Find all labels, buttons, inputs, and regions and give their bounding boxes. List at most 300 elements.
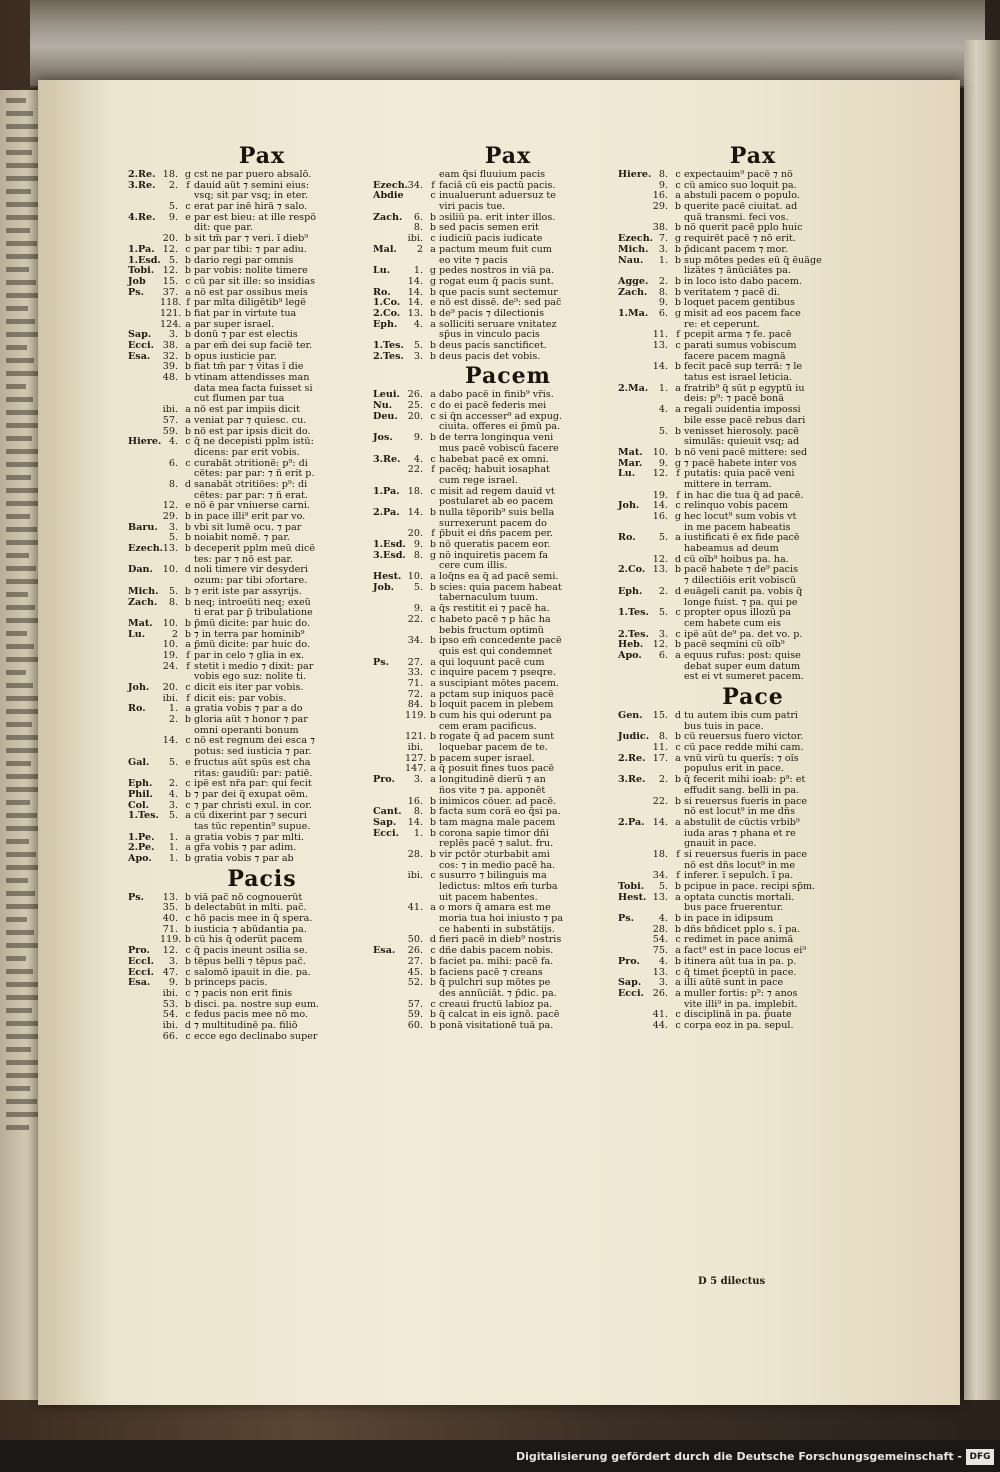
facing-page-text-line bbox=[6, 280, 36, 285]
index-column-1 bbox=[128, 142, 396, 1042]
index-entry bbox=[618, 797, 888, 808]
entry-text: euãgeli canit pa. vobis q̃ bbox=[684, 586, 803, 597]
entry-letter: b bbox=[184, 788, 192, 800]
entry-text: uit pacem habentes. bbox=[439, 892, 538, 903]
facing-page-text-line bbox=[6, 605, 35, 610]
entry-letter: b bbox=[184, 934, 192, 946]
entry-text: gratia vobis ⁊ par ab bbox=[194, 854, 294, 864]
entry-letter: c bbox=[430, 998, 436, 1010]
facing-page-text-line bbox=[6, 761, 31, 766]
entry-chapter: 34. bbox=[652, 870, 668, 882]
entry-letter: a bbox=[675, 649, 681, 661]
entry-book: Esa. bbox=[128, 977, 151, 989]
entry-chapter: 2. bbox=[658, 275, 668, 287]
entry-book: Hest. bbox=[618, 891, 647, 903]
entry-letter: c bbox=[675, 1009, 681, 1021]
entry-chapter: 75. bbox=[652, 945, 668, 957]
entry-text: postularet ab eo pacem bbox=[439, 497, 554, 508]
index-entry bbox=[128, 213, 396, 224]
entry-text: suscipiant mõtes pacem. bbox=[439, 678, 559, 689]
entry-letter: f bbox=[186, 297, 190, 309]
index-entry bbox=[128, 384, 396, 395]
entry-letter: c bbox=[185, 778, 191, 790]
entry-chapter: 7. bbox=[658, 233, 668, 245]
index-entry bbox=[373, 181, 643, 192]
entry-chapter: 10. bbox=[407, 571, 423, 583]
entry-chapter: 1. bbox=[168, 831, 178, 843]
entry-chapter: 13. bbox=[162, 543, 178, 555]
entry-letter: b bbox=[429, 699, 437, 711]
entry-text: nõ est par ipsis dicit do. bbox=[194, 426, 311, 437]
entry-chapter: 9. bbox=[168, 977, 178, 989]
entry-letter: c bbox=[675, 966, 681, 978]
entry-text: ɔsiliũ pa. erit inter illos. bbox=[439, 212, 556, 223]
entry-letter: b bbox=[674, 297, 682, 309]
entry-chapter: 18. bbox=[652, 848, 668, 860]
entry-letter: c bbox=[430, 400, 436, 412]
entry-chapter: 18. bbox=[407, 485, 423, 497]
entry-chapter: 3. bbox=[168, 521, 178, 533]
entry-chapter: 5. bbox=[658, 532, 668, 544]
entry-chapter: 16. bbox=[407, 795, 423, 807]
entry-text: pactum meum fuit cum bbox=[439, 244, 552, 255]
entry-book: Ecci. bbox=[618, 987, 644, 999]
facing-page-text-line bbox=[6, 553, 29, 558]
entry-chapter: 50. bbox=[407, 934, 423, 946]
entry-text: cum rege israel. bbox=[439, 475, 518, 486]
index-entry bbox=[128, 598, 396, 609]
entry-text: salomõ ipauit in die. pa. bbox=[194, 967, 311, 978]
entry-text: qui loquunt pacẽ cum bbox=[439, 657, 545, 668]
entry-chapter: 8. bbox=[658, 286, 668, 298]
entry-letter: a bbox=[185, 842, 191, 854]
entry-text: quis est qui condemnet bbox=[439, 646, 553, 657]
facing-page-text-line bbox=[6, 696, 40, 701]
index-entry bbox=[618, 469, 888, 480]
entry-chapter: 28. bbox=[407, 848, 423, 860]
entry-letter: f bbox=[186, 692, 190, 704]
entry-chapter: 26. bbox=[652, 987, 668, 999]
entry-text: noli timere vir desyderi bbox=[194, 565, 308, 576]
index-entry bbox=[128, 448, 396, 459]
entry-text: vite illi⁹ in pa. implebit. bbox=[684, 999, 798, 1010]
entry-text: loquebar pacem de te. bbox=[439, 743, 548, 754]
entry-chapter: 2. bbox=[168, 714, 178, 726]
entry-chapter: ibi. bbox=[162, 1019, 178, 1031]
entry-chapter: 3. bbox=[168, 329, 178, 341]
entry-text: putatis: quia pacẽ veni bbox=[684, 469, 795, 480]
index-entry bbox=[373, 647, 643, 658]
entry-letter: b bbox=[184, 955, 192, 967]
entry-text: lizãtes ⁊ ãnũciãtes pa. bbox=[684, 266, 791, 277]
index-entry bbox=[373, 850, 643, 861]
entry-letter: b bbox=[674, 923, 682, 935]
entry-text: habebat pacẽ ex omni. bbox=[439, 454, 549, 465]
entry-text: inferer. ĩ sepulch. ĩ pa. bbox=[684, 871, 794, 882]
facing-page-text-line bbox=[6, 124, 40, 129]
entry-letter: g bbox=[674, 233, 682, 245]
entry-text: dicit eis iter par vobis. bbox=[194, 683, 304, 693]
entry-letter: c bbox=[430, 190, 436, 202]
entry-letter: f bbox=[676, 848, 680, 860]
entry-chapter: 13. bbox=[652, 891, 668, 903]
entry-text: cũ amico suo loquit pa. bbox=[684, 180, 797, 191]
index-entry bbox=[128, 989, 396, 1000]
entry-book: 1.Co. bbox=[373, 297, 401, 309]
entry-chapter: 4. bbox=[658, 404, 668, 416]
entry-chapter: 3. bbox=[168, 955, 178, 967]
entry-book: 2.Tes. bbox=[373, 350, 404, 362]
entry-book: Esa. bbox=[373, 945, 396, 957]
entry-chapter: 124. bbox=[160, 318, 182, 330]
entry-text: nõ inquiretis pacem fa bbox=[439, 550, 549, 561]
entry-text: q̃ timet p̃ceptũ in pace. bbox=[684, 967, 797, 978]
entry-text: longe fuist. ⁊ pa. qui pe bbox=[684, 597, 798, 608]
entry-letter: a bbox=[430, 571, 436, 583]
entry-chapter: 11. bbox=[652, 742, 668, 754]
entry-chapter: 2 bbox=[171, 628, 178, 640]
entry-text: illi aũtẽ sunt in pace bbox=[684, 978, 784, 989]
index-entry bbox=[618, 1021, 888, 1032]
entry-text: tu autem ibis cum patri bbox=[684, 711, 798, 721]
entry-text: cem eram pacificus. bbox=[439, 721, 537, 732]
entry-chapter: 20. bbox=[162, 233, 178, 245]
index-entry bbox=[373, 234, 643, 245]
entry-text: dicit eis: par vobis. bbox=[194, 693, 287, 704]
entry-chapter: 8. bbox=[413, 806, 423, 818]
entry-chapter: 14. bbox=[162, 735, 178, 747]
entry-letter: d bbox=[184, 478, 192, 490]
entry-chapter: 10. bbox=[652, 446, 668, 458]
entry-letter: d bbox=[674, 585, 682, 597]
entry-letter: b bbox=[184, 998, 192, 1010]
facing-page-text-line bbox=[6, 800, 30, 805]
signature-mark: D 5 dilectus bbox=[698, 1276, 766, 1287]
entry-chapter: 9. bbox=[658, 457, 668, 469]
entry-book: Cant. bbox=[373, 806, 402, 818]
index-entry bbox=[373, 583, 643, 594]
entry-chapter: 41. bbox=[652, 1009, 668, 1021]
entry-chapter: 9. bbox=[413, 539, 423, 550]
entry-chapter: 9. bbox=[658, 179, 668, 191]
entry-letter: b bbox=[184, 543, 192, 555]
entry-text: ⁊ par christi exul. in cor. bbox=[194, 800, 312, 811]
column-subheading: Pacis bbox=[227, 865, 297, 892]
entry-letter: a bbox=[430, 243, 436, 255]
entry-book: 1.Tes. bbox=[618, 607, 649, 619]
entry-text: surrexerunt pacem do bbox=[439, 518, 547, 529]
entry-letter: b bbox=[429, 222, 437, 234]
entry-text: solliciti seruare vnitatez bbox=[439, 319, 557, 330]
entry-book: Eph. bbox=[618, 585, 643, 597]
entry-text: de⁹ pacis ⁊ dilectionis bbox=[439, 308, 545, 319]
entry-text: curabãt ɔtritionẽ: p⁹: di bbox=[194, 458, 308, 469]
entry-book: Zach. bbox=[128, 596, 158, 608]
entry-text: fecit pacẽ sup terrã: ⁊ le bbox=[684, 362, 803, 373]
entry-text: q̃ pulchri sup mõtes pe bbox=[439, 978, 551, 989]
entry-letter: b bbox=[674, 286, 682, 298]
entry-chapter: 11. bbox=[652, 329, 668, 341]
facing-page-text-line bbox=[6, 1086, 30, 1091]
entry-text: tes: par ⁊ nõ est par. bbox=[194, 554, 294, 565]
entry-text: nõ est dñs locut⁹ in me bbox=[684, 860, 796, 871]
index-entry bbox=[618, 829, 888, 840]
entry-book: 2.Pa. bbox=[618, 816, 645, 828]
facing-page-text-line bbox=[6, 475, 31, 480]
entry-book: Ecci. bbox=[373, 827, 399, 839]
entry-chapter: 3. bbox=[413, 774, 423, 786]
entry-text: fiat tm̃ par ⁊ ṽitas ĩ die bbox=[194, 362, 304, 373]
index-entry bbox=[128, 619, 396, 630]
entry-chapter: 2. bbox=[658, 585, 668, 597]
entry-text: ños vite ⁊ pa. apponẽt bbox=[439, 785, 546, 796]
entry-text: ipẽ aũt de⁹ pa. det vo. p. bbox=[684, 629, 803, 640]
index-entry bbox=[618, 989, 888, 1000]
entry-letter: b bbox=[429, 966, 437, 978]
facing-page-text-line bbox=[6, 917, 27, 922]
entry-letter: b bbox=[429, 816, 437, 828]
entry-text: in loco isto dabo pacem. bbox=[684, 276, 802, 287]
entry-letter: c bbox=[185, 243, 191, 255]
entry-text: longitudinẽ dierũ ⁊ an bbox=[439, 775, 546, 786]
entry-text: nõ est dissẽ. de⁹: sed pac̃ bbox=[439, 298, 562, 309]
entry-letter: c bbox=[185, 682, 191, 693]
entry-text: pacẽ habete ⁊ de⁹ pacis bbox=[684, 565, 799, 576]
index-entry bbox=[128, 277, 396, 288]
entry-letter: g bbox=[429, 275, 437, 287]
entry-text: regali ɔuidentia impossi bbox=[684, 405, 801, 416]
entry-chapter: 12. bbox=[162, 265, 178, 277]
entry-text: nõ queratis pacem eor. bbox=[439, 540, 551, 550]
entry-text: faciã cũ eis pactũ pacis. bbox=[439, 180, 556, 191]
index-entry bbox=[373, 818, 643, 829]
entry-text: pctam sup iniquos pacẽ bbox=[439, 689, 554, 700]
entry-book: 2.Ma. bbox=[618, 382, 649, 394]
entry-text: bebis fructum optimũ bbox=[439, 625, 544, 636]
entry-book: Ezech. bbox=[373, 179, 409, 191]
entry-chapter: 3. bbox=[168, 799, 178, 811]
entry-text: facta sum corã eo q̃si pa. bbox=[439, 807, 561, 818]
entry-chapter: 60. bbox=[407, 1019, 423, 1031]
entry-letter: g bbox=[429, 549, 437, 561]
entry-letter: b bbox=[184, 361, 192, 373]
entry-text: nõ est par ossibus meis bbox=[194, 287, 308, 298]
entry-text: tẽpus belli ⁊ tẽpus pac̃. bbox=[194, 956, 306, 967]
entry-letter: a bbox=[675, 190, 681, 202]
entry-text: noiabit nomẽ. ⁊ par. bbox=[194, 533, 290, 544]
column-subheading: Pace bbox=[722, 684, 784, 710]
entry-letter: a bbox=[675, 977, 681, 989]
entry-text: nõ querit pacẽ pplo huic bbox=[684, 223, 803, 234]
entry-letter: b bbox=[674, 564, 682, 576]
entry-letter: a bbox=[675, 382, 681, 394]
facing-page-text-line bbox=[6, 1099, 37, 1104]
entry-text: simulãs: quieuit vsq; ad bbox=[684, 437, 800, 448]
footer-bar bbox=[0, 1444, 1000, 1472]
entry-letter: a bbox=[185, 404, 191, 416]
entry-letter: b bbox=[429, 806, 437, 818]
entry-chapter: 72. bbox=[407, 688, 423, 700]
entry-book: Leui. bbox=[373, 389, 400, 401]
index-entry bbox=[128, 811, 396, 822]
entry-chapter: 147. bbox=[405, 763, 427, 775]
entry-text: q̃ fecerit mihi ioab: p⁹: et bbox=[684, 775, 806, 786]
entry-chapter: 35. bbox=[162, 902, 178, 914]
index-entry bbox=[373, 433, 643, 444]
entry-book: 3.Esd. bbox=[373, 549, 406, 561]
facing-page-text-line bbox=[6, 527, 37, 532]
index-entry bbox=[128, 459, 396, 470]
entry-chapter: 14. bbox=[652, 361, 668, 373]
entry-chapter: 22. bbox=[407, 613, 423, 625]
entry-text: loquet pacem gentibus bbox=[684, 298, 795, 309]
entry-text: pacẽ seqmini cũ oĩb⁹ bbox=[684, 640, 785, 651]
entry-text: fratrib⁹ q̃ sũt p egyptũ iu bbox=[684, 383, 805, 394]
entry-book: 1.Pe. bbox=[128, 831, 155, 843]
entry-text: nõ est par impiis dicit bbox=[194, 405, 300, 416]
entry-text: ⁊ pacis non erit finis bbox=[194, 988, 293, 999]
entry-text: pacẽq; habuit iosaphat bbox=[439, 465, 550, 476]
entry-text: de terra longinqua veni bbox=[439, 433, 554, 444]
facing-page-text-line bbox=[6, 644, 34, 649]
entry-text: requirẽt pacẽ ⁊ nõ erit. bbox=[684, 234, 796, 245]
facing-page-text-line bbox=[6, 813, 37, 818]
entry-letter: b bbox=[184, 265, 192, 277]
facing-page-text-line bbox=[6, 1060, 38, 1065]
entry-chapter: 13. bbox=[652, 340, 668, 351]
entry-chapter: 1. bbox=[168, 842, 178, 854]
index-entry bbox=[128, 790, 396, 801]
entry-book: Mat. bbox=[128, 617, 153, 629]
entry-chapter: 8. bbox=[658, 169, 668, 180]
entry-text: ipẽ est nr̃a par: qui fecit bbox=[194, 779, 312, 790]
entry-text: opus iusticie par. bbox=[194, 351, 277, 362]
entry-text: dit: que par. bbox=[194, 223, 253, 234]
entry-book: Joh. bbox=[618, 500, 640, 512]
facing-page-text-line bbox=[6, 98, 26, 103]
entry-text: iuda aras ⁊ phana et re bbox=[684, 828, 796, 839]
entry-text: debat super eum datum bbox=[684, 661, 801, 672]
entry-book: Eph. bbox=[128, 778, 153, 790]
entry-book: Mat. bbox=[618, 446, 643, 458]
entry-text: sp̃us in vinculo pacis bbox=[439, 330, 540, 341]
entry-letter: f bbox=[676, 329, 680, 341]
facing-page-text-line bbox=[6, 345, 27, 350]
entry-chapter: 10. bbox=[162, 639, 178, 651]
entry-letter: f bbox=[676, 489, 680, 501]
facing-page-text-line bbox=[6, 566, 36, 571]
facing-page-text-line bbox=[6, 436, 32, 441]
entry-book: 1.Ma. bbox=[618, 307, 649, 319]
entry-book: Joh. bbox=[128, 682, 150, 693]
entry-text: p̃mũ dicite: par huic do. bbox=[194, 618, 311, 629]
entry-chapter: 28. bbox=[652, 923, 668, 935]
entry-text: iudiciũ pacis iudicate bbox=[439, 234, 543, 245]
entry-chapter: ibi. bbox=[407, 870, 423, 882]
entry-chapter: 47. bbox=[162, 966, 178, 978]
entry-chapter: 19. bbox=[162, 649, 178, 661]
facing-page-text-line bbox=[6, 384, 26, 389]
entry-letter: c bbox=[185, 987, 191, 999]
entry-chapter: 4. bbox=[413, 453, 423, 465]
entry-text: in pace in idipsum bbox=[684, 914, 774, 925]
entry-text: deceperit ppl̃m meũ dicẽ bbox=[194, 544, 316, 555]
entry-letter: a bbox=[185, 810, 191, 822]
entry-text: misit ad eos pacem face bbox=[684, 308, 801, 319]
entry-book: 2.Re. bbox=[618, 752, 646, 764]
entry-letter: c bbox=[185, 945, 191, 957]
entry-chapter: 84. bbox=[407, 699, 423, 711]
entry-book: Ps. bbox=[128, 286, 144, 298]
entry-chapter: 15. bbox=[162, 275, 178, 287]
entry-text: sed pacis semen erit bbox=[439, 223, 539, 234]
entry-text: loquit pacem in plebem bbox=[439, 700, 554, 711]
entry-letter: a bbox=[430, 902, 436, 914]
entry-chapter: 57. bbox=[162, 414, 178, 426]
entry-book: Mich. bbox=[618, 243, 649, 255]
facing-page-text-line bbox=[6, 982, 40, 987]
index-entry bbox=[128, 544, 396, 555]
entry-text: quã transmi. feci vos. bbox=[684, 212, 789, 223]
entry-text: cut flumen par tua bbox=[194, 394, 285, 405]
entry-letter: b bbox=[429, 432, 437, 444]
facing-page-text-line bbox=[6, 306, 28, 311]
entry-chapter: 27. bbox=[407, 955, 423, 967]
entry-book: Ro. bbox=[373, 286, 391, 298]
entry-letter: c bbox=[675, 340, 681, 351]
entry-letter: a bbox=[430, 656, 436, 668]
entry-letter: e bbox=[430, 297, 436, 309]
index-entry bbox=[618, 818, 888, 829]
entry-letter: c bbox=[675, 1019, 681, 1031]
entry-chapter: 4. bbox=[658, 913, 668, 925]
entry-text: o mors q̃ amara est me bbox=[439, 903, 551, 914]
entry-book: 1.Pa. bbox=[128, 243, 155, 255]
index-entry bbox=[373, 320, 643, 331]
entry-chapter: 20. bbox=[162, 682, 178, 693]
entry-letter: a bbox=[675, 987, 681, 999]
entry-book: 2.Co. bbox=[373, 307, 401, 319]
funding-notice: Digitalisierung gefördert durch die Deutsche Forschungsgemeinschaft - bbox=[515, 1450, 962, 1463]
index-entry bbox=[618, 277, 888, 288]
entry-letter: a bbox=[430, 389, 436, 401]
index-entry bbox=[618, 786, 888, 797]
entry-letter: f bbox=[431, 464, 435, 476]
entry-chapter: 119. bbox=[160, 934, 182, 946]
facing-page-text-line bbox=[6, 878, 28, 883]
entry-text: ⁊ multitudinẽ pa. filiõ bbox=[194, 1020, 298, 1031]
facing-page-text-line bbox=[6, 930, 34, 935]
entry-chapter: 19. bbox=[652, 489, 668, 501]
entry-text: sup mõtes pedes eũ q̃ ẽuãge bbox=[684, 255, 822, 266]
index-entry bbox=[373, 191, 643, 202]
entry-text: habeamus ad deum bbox=[684, 544, 779, 555]
entry-chapter: 12. bbox=[652, 553, 668, 565]
entry-chapter: ibi. bbox=[162, 987, 178, 999]
entry-text: ti erat par p̃ tribulatione bbox=[194, 608, 313, 619]
entry-chapter: 5. bbox=[168, 810, 178, 822]
entry-text: deus pacis det vobis. bbox=[439, 351, 541, 362]
entry-text: vtinam attendisses man bbox=[194, 373, 310, 384]
entry-book: Sap. bbox=[128, 329, 152, 341]
entry-text: nulla tẽporib⁹ suis bella bbox=[439, 507, 555, 518]
entry-text: cẽtes: par par: ⁊ ñ erat. bbox=[194, 490, 308, 501]
facing-page-text-line bbox=[6, 1125, 29, 1130]
index-entry bbox=[128, 854, 396, 865]
entry-text: relinquo vobis pacem bbox=[684, 501, 789, 512]
facing-page-text-line bbox=[6, 1021, 39, 1026]
entry-text: replẽs pacẽ ⁊ salut. fru. bbox=[439, 839, 554, 850]
